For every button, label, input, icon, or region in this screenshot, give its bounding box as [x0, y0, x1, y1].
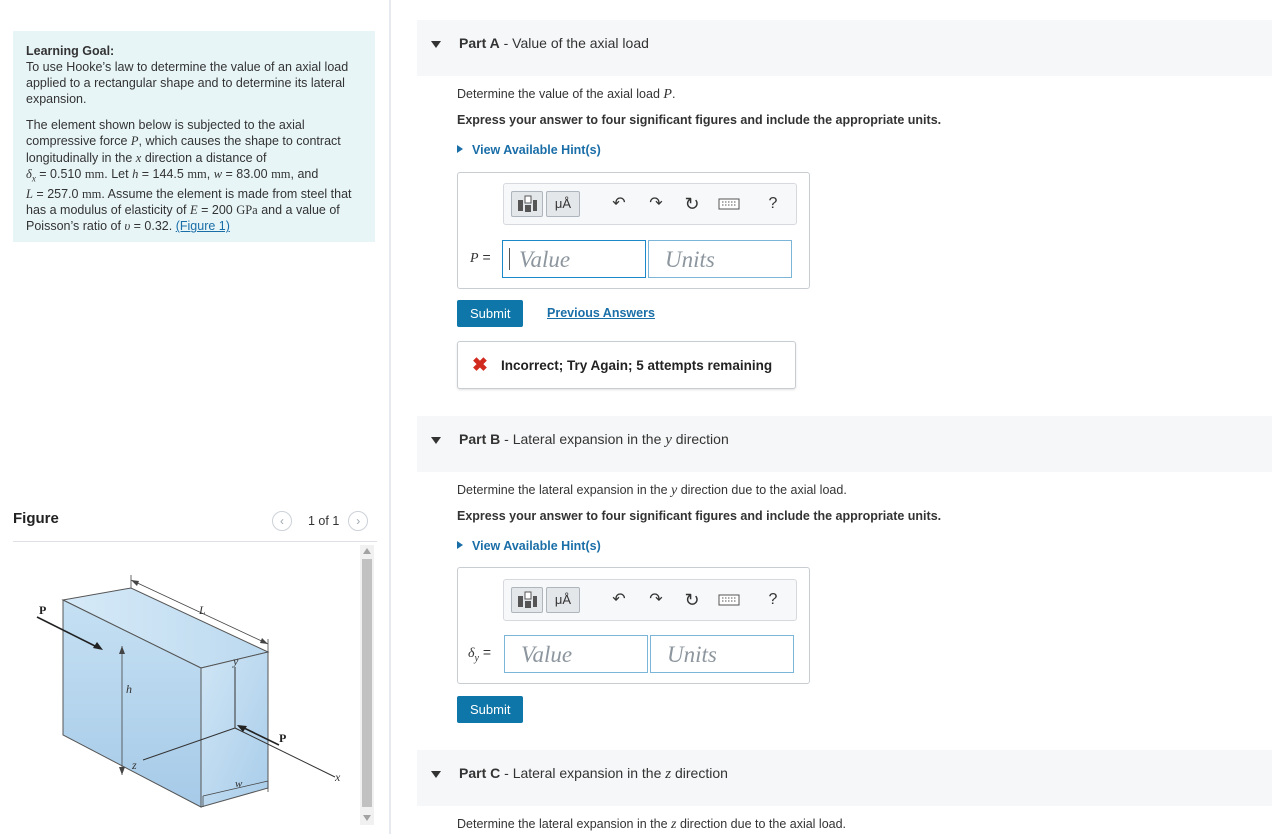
learning-goal-heading: Learning Goal: — [26, 44, 115, 58]
part-b-units-input[interactable]: Units — [650, 635, 794, 673]
units-button[interactable]: μÅ — [546, 587, 580, 613]
left-panel — [0, 0, 390, 834]
part-a-feedback — [457, 341, 796, 389]
math-toolbar — [503, 183, 797, 225]
label-x: x — [335, 770, 341, 784]
figure-scrollbar[interactable] — [360, 545, 374, 825]
part-a-answer-box — [457, 172, 810, 289]
fraction-template-icon[interactable] — [511, 191, 543, 217]
part-b-instruction: Express your answer to four significant figures and include the appropriate units. — [457, 509, 942, 523]
redo-icon[interactable]: ↷ — [649, 591, 663, 608]
part-a-units-input[interactable]: Units — [648, 240, 792, 278]
figure-divider — [13, 541, 377, 542]
keyboard-icon[interactable] — [717, 589, 741, 614]
units-button[interactable]: μÅ — [546, 191, 580, 217]
help-icon[interactable]: ? — [768, 195, 778, 212]
label-w: w — [235, 778, 243, 790]
label-P-left: P — [39, 603, 47, 617]
part-a-instruction: Express your answer to four significant figures and include the appropriate units. — [457, 113, 942, 127]
problem-statement: The element shown below is subjected to the axial compressive force P, which causes the shape to contract longitudinally in the x direction a distance of $\delta_x = 0.510$ mm. Let h = 144.5 mm, w = 83.00 mm, and L = 257.0 mm. Assume the element is made from steel that has a modulus of elasticity of E = 200 GPa and a value of Poisson’s ratio of υ = 0.32. (Figure 1) — [26, 118, 352, 234]
figure-image — [13, 545, 358, 815]
part-c-header[interactable] — [417, 750, 1272, 806]
column-divider — [389, 0, 391, 834]
part-b-hint-link[interactable]: View Available Hint(s) — [457, 539, 601, 553]
hint-triangle-icon — [457, 541, 463, 549]
help-icon[interactable]: ? — [768, 591, 778, 608]
part-a-variable-label: P = — [470, 249, 491, 266]
part-b-prompt: Determine the lateral expansion in the y direction due to the axial load. — [457, 483, 847, 498]
part-a-submit-button[interactable]: Submit — [457, 300, 523, 327]
chevron-right-icon[interactable]: › — [348, 511, 368, 531]
part-a-hint-link[interactable]: View Available Hint(s) — [457, 143, 601, 157]
undo-icon[interactable]: ↶ — [612, 195, 626, 212]
error-x-icon: ✖ — [472, 355, 488, 376]
label-y: y — [233, 654, 239, 668]
label-z: z — [132, 758, 137, 772]
previous-answers-link[interactable]: Previous Answers — [547, 306, 655, 320]
label-P-right: P — [279, 731, 287, 745]
fraction-template-icon[interactable] — [511, 587, 543, 613]
figure-link[interactable]: (Figure 1) — [175, 219, 230, 234]
part-a-title: Part A - Value of the axial load — [459, 35, 649, 51]
learning-goal-box — [13, 31, 375, 242]
part-c-title: Part C - Lateral expansion in the z direction — [459, 765, 728, 782]
part-b-value-input[interactable]: Value — [504, 635, 648, 673]
redo-icon[interactable]: ↷ — [649, 195, 663, 212]
part-a-header[interactable] — [417, 20, 1272, 76]
collapse-triangle-icon[interactable] — [431, 771, 441, 778]
collapse-triangle-icon[interactable] — [431, 41, 441, 48]
part-b-header[interactable] — [417, 416, 1272, 472]
part-b-title: Part B - Lateral expansion in the y direction — [459, 431, 729, 448]
part-a-value-input[interactable]: Value — [502, 240, 646, 278]
collapse-triangle-icon[interactable] — [431, 437, 441, 444]
part-c-prompt: Determine the lateral expansion in the z direction due to the axial load. — [457, 817, 847, 832]
part-a-prompt: Determine the value of the axial load P. — [457, 87, 676, 102]
chevron-left-icon[interactable]: ‹ — [272, 511, 292, 531]
text-caret — [509, 248, 510, 270]
figure-title: Figure — [13, 510, 59, 527]
figure-pager — [272, 510, 368, 532]
reset-icon[interactable]: ↻ — [684, 194, 700, 214]
part-b-variable-label: $\delta_y$ = — [468, 644, 492, 664]
hint-triangle-icon — [457, 145, 463, 153]
label-L: L — [199, 603, 206, 617]
label-h: h — [126, 682, 132, 696]
feedback-text: Incorrect; Try Again; 5 attempts remaining — [501, 358, 773, 373]
keyboard-icon[interactable] — [717, 193, 741, 218]
part-b-answer-box — [457, 567, 810, 684]
reset-icon[interactable]: ↻ — [684, 590, 700, 610]
learning-goal-text: To use Hooke’s law to determine the value of an axial load applied to a rectangular shape and to determine its lateral expansion. — [26, 60, 349, 107]
undo-icon[interactable]: ↶ — [612, 591, 626, 608]
part-b-submit-button[interactable]: Submit — [457, 696, 523, 723]
figure-page-count: 1 of 1 — [308, 514, 340, 528]
math-toolbar — [503, 579, 797, 621]
